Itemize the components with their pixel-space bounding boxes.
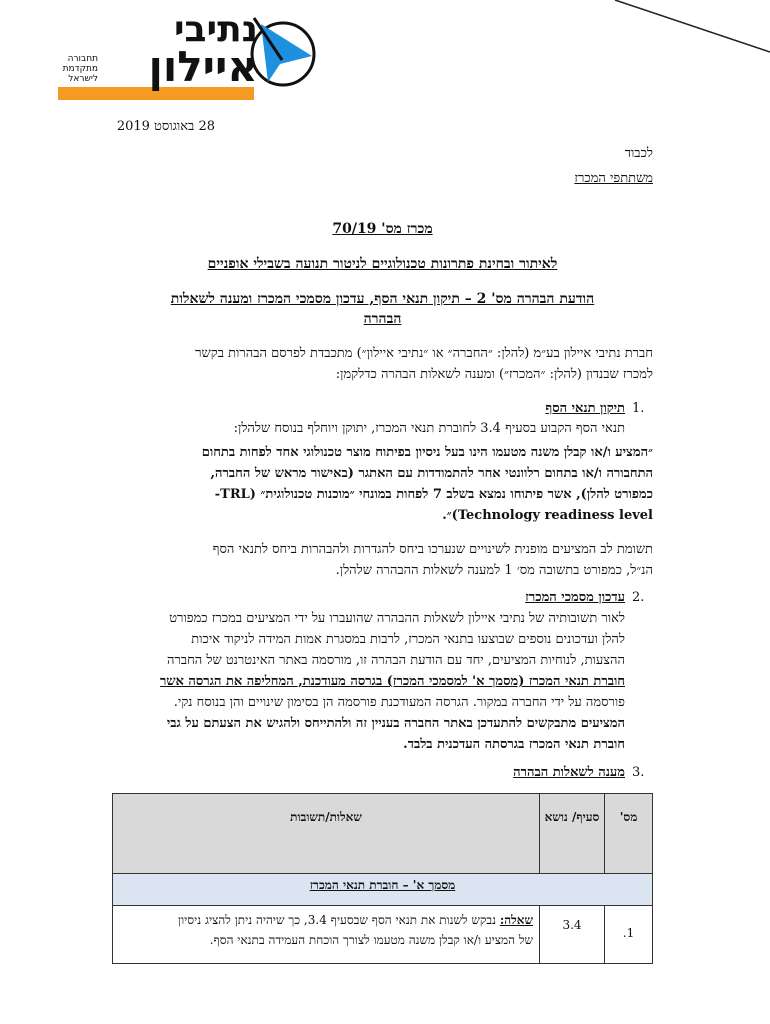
section3-heading: מענה לשאלות הבהרה	[513, 765, 625, 780]
section1-lead: תנאי הסף הקבוע בסעיף 3.4 לחוברת תנאי המכרז, יתוקן ויוחלף בנוסח שלהלן:	[233, 421, 625, 436]
section2-number: 2.	[632, 590, 645, 605]
logo-tagline-line1: תחבורה	[67, 54, 98, 64]
tender-number-title: מכרז מס' 70/19	[332, 221, 433, 237]
section2-heading: עדכון מסמכי המכרז	[525, 590, 625, 605]
section2-line: פורסמה על ידי החברה במקור. הגרסה המעודכנת פורסמה הן בסימון שינויים והן בנוסח נקי.	[173, 695, 625, 710]
addressee-name: משתתפי המכרז	[574, 171, 653, 186]
note-line: הנ״ל, כמפורט בתשובה מס׳ 1 למענה לשאלות ההבהרה שלהלן.	[335, 563, 653, 578]
section1-heading: תיקון תנאי הסף	[545, 401, 625, 416]
qa-table-header-row	[113, 794, 653, 874]
row-qa-cell	[113, 906, 540, 964]
document-subheader: מסמך א' – חוברת תנאי המכרז	[113, 874, 653, 906]
col-header-qa: שאלות/תשובות	[113, 794, 540, 874]
header-decorative-line	[600, 0, 770, 60]
clarification-title-line2: הבהרה	[363, 311, 402, 327]
quote-line: כמפורט להלן), אשר פיתוחו נמצא בשלב 7 לפחות במונחי ״מוכנות טכנולוגית״ (TRL-	[214, 487, 653, 502]
section2-line: המציעים מתבקשים להתעדכן באתר החברה בעניין זה ולהתייחס ולהגיש את הצעתם על גבי	[166, 716, 625, 731]
tender-subject-title: לאיתור ובחינת פתרונות טכנולוגיים לניטור תנועה בשבילי אופניים	[207, 256, 558, 272]
question-label: שאלה:	[499, 913, 533, 927]
quote-line: התחבורה ו/או בתחום רלוונטי אחר להתמודדות עם האתגר (באישור מראש של החברה,	[210, 466, 653, 481]
addressee-prefix: לכבוד	[624, 146, 653, 161]
section1-quote	[112, 442, 653, 526]
col-header-section: סעיף/ נושא	[540, 794, 605, 874]
row-section: 3.4	[540, 906, 605, 964]
logo-wordmark-line2: איילון	[148, 42, 258, 91]
col-header-number: מס'	[605, 794, 653, 874]
section1-note	[112, 539, 653, 581]
quote-line: Technology readiness level)״.	[442, 508, 653, 523]
section2-line: חוברת תנאי המכרז (מסמך א' למסמכי המכרז) בגרסה מעודכנת, המחליפה את הגרסה אשר	[159, 674, 625, 689]
company-logo	[58, 9, 313, 104]
table-row	[113, 906, 653, 964]
logo-tagline-line3: לישראל	[68, 74, 98, 84]
section2-line: חוברת תנאי המכרז בגרסתה העדכנית בלבד.	[403, 737, 625, 752]
question-text: נבקש לשנות את תנאי הסף שבסעיף 3.4, כך שיהיה ניתן להציג ניסיון	[178, 913, 500, 927]
section2-line: להלן ועדכונים נוספים שבוצעו בתנאי המכרז, לרבות במסגרת אמות המידה לניקוד איכות	[191, 632, 625, 647]
intro-paragraph	[112, 343, 653, 385]
qa-table	[112, 793, 653, 964]
intro-line: חברת נתיבי איילון בע״מ (להלן: ״החברה״ או ״נתיבי איילון״) מתכבדת לפרסם הבהרות בקשר	[195, 346, 653, 361]
section1-number: 1.	[632, 401, 645, 416]
row-number: 1.	[605, 906, 653, 964]
logo-tagline	[58, 54, 98, 84]
section2-body	[112, 608, 625, 755]
section3-number: 3.	[632, 765, 645, 780]
section2-line: ההצעות, לנוחיות המציעים, יחד עם הודעת הבהרה זו, מורסמה באתר האינטרנט של החברה	[166, 653, 625, 668]
letter-date: 28 באוגוסט 2019	[116, 119, 215, 134]
logo-wordmark-line1: נתיבי	[173, 9, 258, 50]
section2-line: לאור תשובותיה של נתיבי איילון לשאלות ההבהרה שהועברו על ידי המציעים במכרז כמפורט	[169, 611, 625, 626]
question-text-cont: של המציע ו/או קבלן משנה מטעמו לצורך הוכחת העמידה בתנאי הסף.	[209, 933, 533, 947]
logo-tagline-line2: מתקדמת	[62, 64, 98, 74]
clarification-title-line1: הודעת הבהרה מס' 2 – תיקון תנאי הסף, עדכון מסמכי המכרז ומענה לשאלות	[170, 291, 595, 307]
qa-table-subheader-row	[113, 874, 653, 906]
intro-line: למכרז שבנדון (להלן: ״המכרז״) ומענה לשאלות הבהרה כדלקמן:	[335, 367, 653, 382]
quote-line: ״המציע ו/או קבלן משנה מטעמו הינו בעל ניסיון בפיתוח מוצר טכנולוגי אחד לפחות בתחום	[201, 445, 653, 460]
logo-compass-icon	[246, 16, 316, 88]
note-line: תשומת לב המציעים מופנית לשינויים שנערכו ביחס להגדרות ולהבהרות ביחס לתנאי הסף	[212, 542, 653, 557]
